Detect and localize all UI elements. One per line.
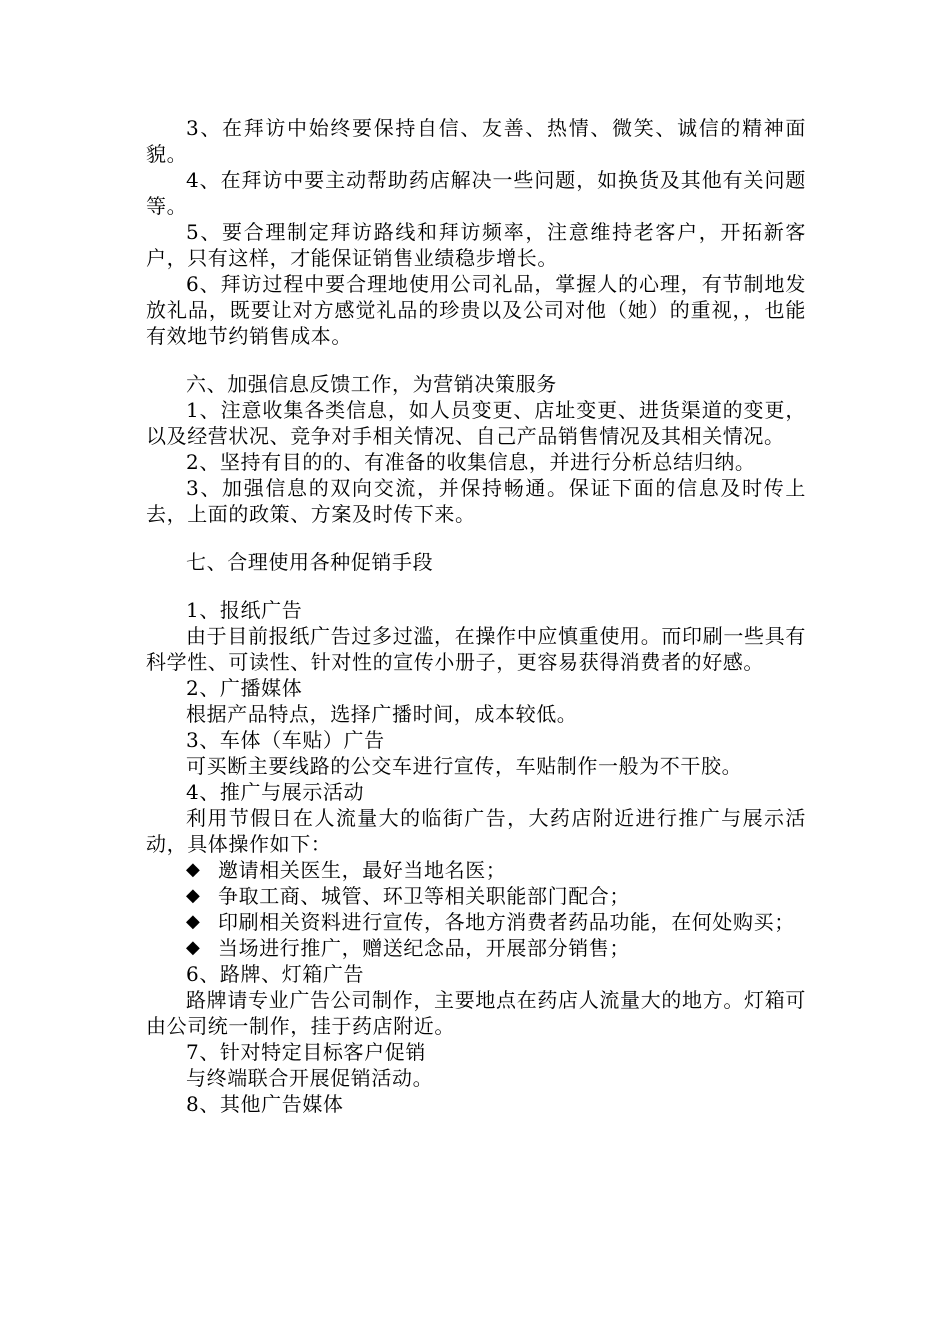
item-4-body: 利用节假日在人流量大的临街广告，大药店附近进行推广与展示活动，具体操作如下： (146, 806, 806, 856)
item-7-body: 与终端联合开展促销活动。 (186, 1066, 434, 1090)
diamond-bullet-icon: ◆ (186, 859, 201, 880)
paragraph-5: 5、要合理制定拜访路线和拜访频率，注意维持老客户，开拓新客户，只有这样，才能保证销售业绩稳步增长。 (146, 220, 806, 270)
item-8-title: 8、其他广告媒体 (186, 1092, 344, 1116)
document-page (146, 115, 806, 1117)
paragraph-3: 3、在拜访中始终要保持自信、友善、热情、微笑、诚信的精神面貌。 (146, 116, 806, 166)
bullet-item (146, 909, 806, 935)
item-2-body: 根据产品特点，选择广播时间，成本较低。 (186, 702, 578, 726)
bullet-text: 争取工商、城管、环卫等相关职能部门配合； (218, 884, 630, 908)
diamond-bullet-icon: ◆ (186, 885, 201, 906)
item-1-body: 由于目前报纸广告过多过滥，在操作中应慎重使用。而印刷一些具有科学性、可读性、针对性的宣传小册子，更容易获得消费者的好感。 (146, 624, 806, 674)
item-6-title: 6、路牌、灯箱广告 (186, 962, 365, 986)
spacer (146, 527, 806, 549)
bullet-item (146, 857, 806, 883)
section-6-item-2: 2、坚持有目的的、有准备的收集信息，并进行分析总结归纳。 (186, 450, 756, 474)
item-7-title: 7、针对特定目标客户促销 (186, 1040, 426, 1064)
section-6-item-3: 3、加强信息的双向交流，并保持畅通。保证下面的信息及时传上去，上面的政策、方案及时传下来。 (146, 476, 806, 526)
section-6-item-1: 1、注意收集各类信息，如人员变更、店址变更、进货渠道的变更，以及经营状况、竞争对手相关情况、自己产品销售情况及其相关情况。 (146, 398, 806, 448)
item-3-body: 可买断主要线路的公交车进行宣传，车贴制作一般为不干胶。 (186, 754, 743, 778)
diamond-bullet-icon: ◆ (186, 911, 201, 932)
bullet-text: 当场进行推广，赠送纪念品，开展部分销售； (218, 936, 630, 960)
paragraph-6: 6、拜访过程中要合理地使用公司礼品，掌握人的心理，有节制地发放礼品，既要让对方感觉礼品的珍贵以及公司对他（她）的重视，，也能有效地节约销售成本。 (146, 272, 806, 348)
bullet-text: 邀请相关医生，最好当地名医； (218, 858, 507, 882)
item-4-title: 4、推广与展示活动 (186, 780, 365, 804)
bullet-text: 印刷相关资料进行宣传，各地方消费者药品功能，在何处购买； (218, 910, 795, 934)
item-6-body: 路牌请专业广告公司制作，主要地点在药店人流量大的地方。灯箱可由公司统一制作，挂于药店附近。 (146, 988, 806, 1038)
item-1-title: 1、报纸广告 (186, 598, 303, 622)
section-6-heading: 六、加强信息反馈工作，为营销决策服务 (186, 372, 557, 396)
item-3-title: 3、车体（车贴）广告 (186, 728, 385, 752)
section-7-heading: 七、合理使用各种促销手段 (186, 550, 434, 574)
item-2-title: 2、广播媒体 (186, 676, 303, 700)
spacer (146, 349, 806, 371)
spacer (146, 575, 806, 597)
bullet-item (146, 883, 806, 909)
paragraph-4: 4、在拜访中要主动帮助药店解决一些问题，如换货及其他有关问题等。 (146, 168, 806, 218)
diamond-bullet-icon: ◆ (186, 937, 201, 958)
bullet-item (146, 935, 806, 961)
